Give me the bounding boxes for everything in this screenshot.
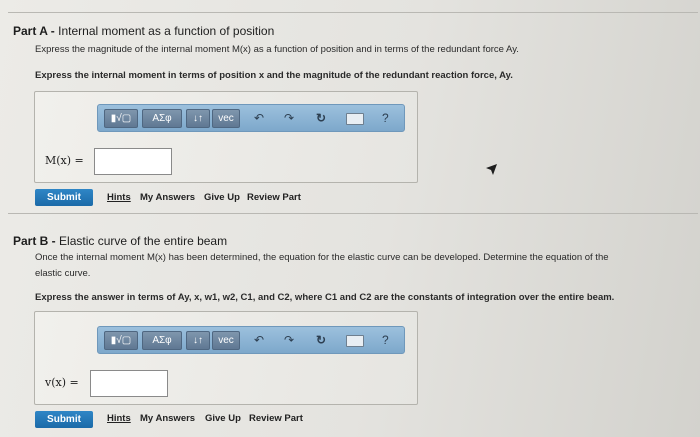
part-a-give-up-link[interactable]: Give Up: [204, 192, 240, 203]
help-icon[interactable]: ?: [382, 333, 389, 347]
part-a-math-toolbar: [97, 104, 405, 132]
part-b-math-toolbar: [97, 326, 405, 354]
part-b-instruction-2: Express the answer in terms of Ay, x, w1, w2, C1, and C2, where C1 and C2 are the constants of integration over the entire beam.: [35, 292, 615, 303]
part-a-equation-label: M(x) =: [45, 154, 84, 167]
redo-icon[interactable]: ↷: [284, 333, 295, 347]
part-a-heading-label: Part A -: [13, 24, 55, 38]
section-divider: [8, 213, 698, 214]
greek-symbols-button[interactable]: ΑΣφ: [142, 109, 182, 128]
part-b-review-part-link[interactable]: Review Part: [249, 413, 303, 424]
greek-symbols-button[interactable]: ΑΣφ: [142, 331, 182, 350]
keyboard-icon[interactable]: [346, 113, 364, 125]
part-b-my-answers-link[interactable]: My Answers: [140, 413, 196, 424]
templates-button[interactable]: ▮√▢: [104, 109, 138, 128]
part-b-answer-area: [34, 311, 418, 405]
part-b-equation-label: v(x) =: [45, 376, 79, 389]
part-b-answer-input[interactable]: [90, 370, 168, 397]
redo-icon[interactable]: ↷: [284, 111, 295, 125]
top-divider: [8, 12, 698, 13]
part-b-heading-label: Part B -: [13, 234, 56, 248]
subscript-superscript-button[interactable]: ↓↑: [186, 109, 210, 128]
part-b-give-up-link[interactable]: Give Up: [205, 413, 241, 424]
undo-icon[interactable]: ↶: [254, 333, 265, 347]
part-b-hints-link[interactable]: Hints: [107, 413, 131, 424]
part-a-submit-button[interactable]: Submit: [35, 189, 93, 206]
part-b-title: [13, 234, 227, 248]
part-a-instruction-1: Express the magnitude of the internal moment M(x) as a function of position and in terms of the redundant force Ay.: [35, 44, 519, 55]
part-a-answer-input[interactable]: [94, 148, 172, 175]
part-a-heading-text: Internal moment as a function of position: [54, 24, 275, 38]
keyboard-icon[interactable]: [346, 335, 364, 347]
part-b-heading-text: Elastic curve of the entire beam: [55, 234, 228, 248]
subscript-superscript-button[interactable]: ↓↑: [186, 331, 210, 350]
undo-icon[interactable]: ↶: [254, 111, 265, 125]
help-icon[interactable]: ?: [382, 111, 389, 125]
part-a-instruction-2: Express the internal moment in terms of position x and the magnitude of the redundant reaction force, Ay.: [35, 70, 513, 81]
part-a-my-answers-link[interactable]: My Answers: [140, 192, 196, 203]
part-b-instruction-1a: Once the internal moment M(x) has been determined, the equation for the elastic curve can be developed. Determine the equation of the: [35, 252, 609, 263]
vector-button[interactable]: vec: [212, 109, 240, 128]
part-b-instruction-1b: elastic curve.: [35, 268, 91, 279]
part-a-hints-link[interactable]: Hints: [107, 192, 131, 203]
reset-icon[interactable]: ↻: [316, 333, 327, 347]
part-a-answer-area: [34, 91, 418, 183]
reset-icon[interactable]: ↻: [316, 111, 327, 125]
templates-button[interactable]: ▮√▢: [104, 331, 138, 350]
part-b-submit-button[interactable]: Submit: [35, 411, 93, 428]
part-a-title: [13, 24, 274, 38]
mouse-pointer-icon: [486, 164, 498, 178]
vector-button[interactable]: vec: [212, 331, 240, 350]
part-a-review-part-link[interactable]: Review Part: [247, 192, 301, 203]
